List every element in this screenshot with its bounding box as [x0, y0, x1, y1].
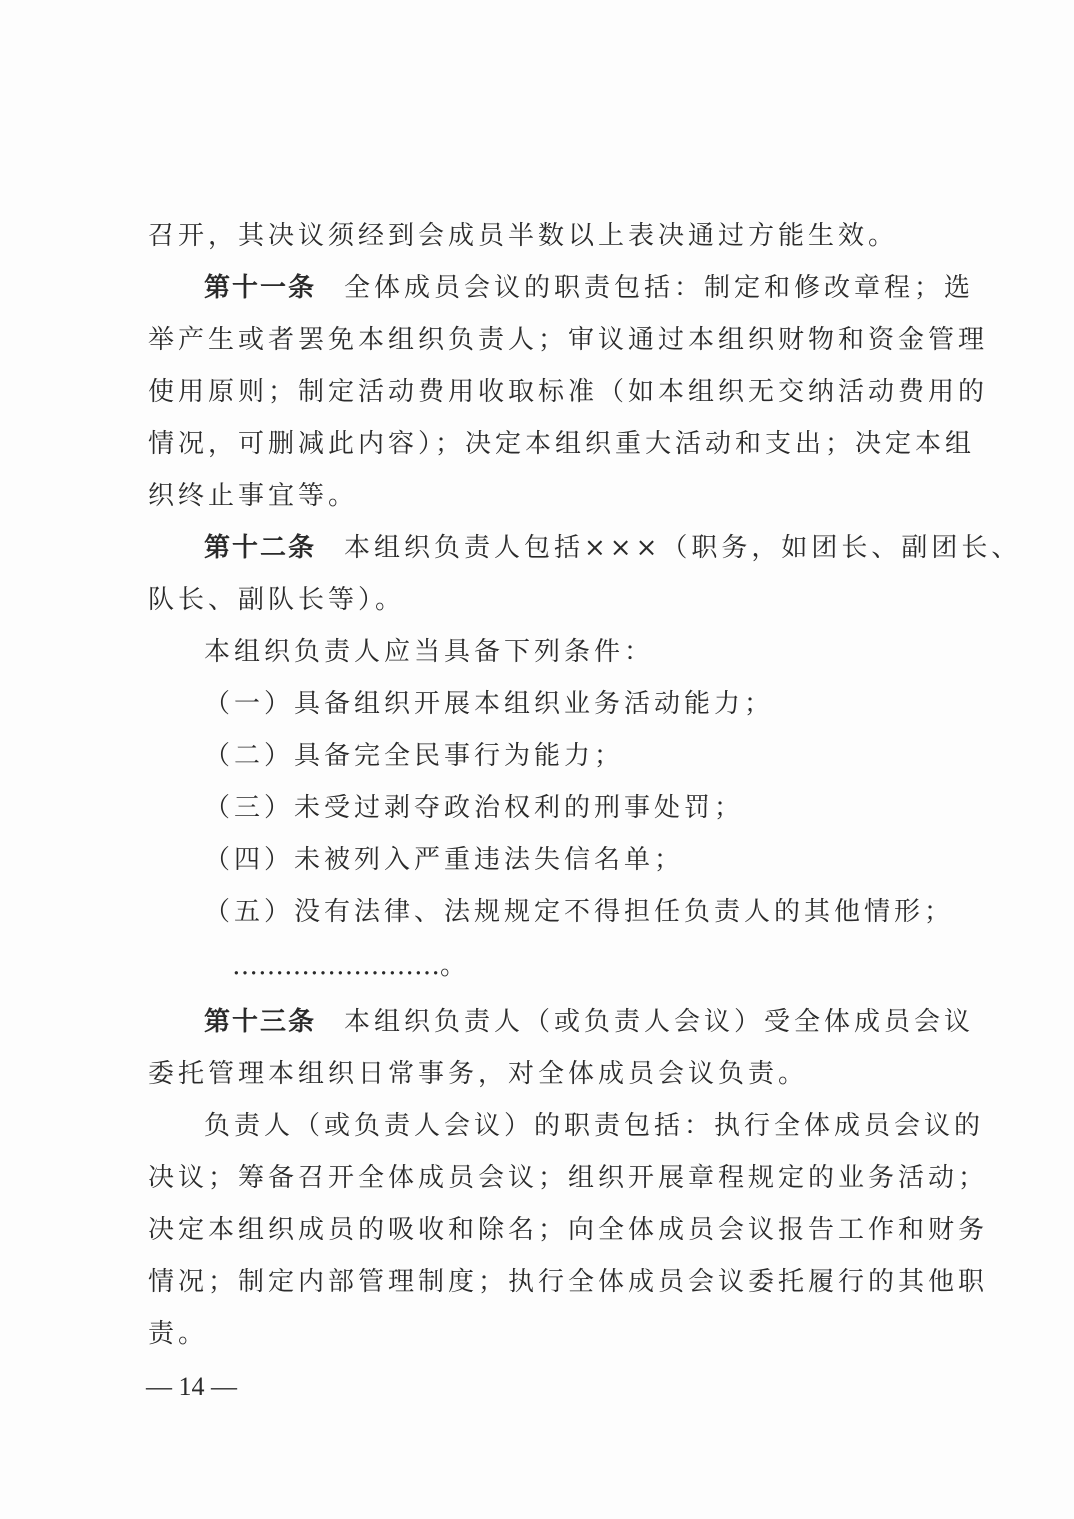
paragraph-line: 织终止事宜等。 — [148, 481, 359, 511]
list-item: （三）未受过剥夺政治权利的刑事处罚； — [204, 793, 745, 823]
paragraph-line: 负责人（或负责人会议）的职责包括：执行全体成员会议的 — [204, 1111, 985, 1141]
paragraph-line: 使用原则；制定活动费用收取标准（如本组织无交纳活动费用的 — [148, 377, 989, 407]
paragraph-line: 队长、副队长等）。 — [148, 585, 406, 615]
list-item: （五）没有法律、法规规定不得担任负责人的其他情形； — [204, 897, 955, 927]
article-13-heading-line: 第十三条 本组织负责人（或负责人会议）受全体成员会议 — [204, 1007, 975, 1037]
paragraph-line: 决定本组织成员的吸收和除名；向全体成员会议报告工作和财务 — [148, 1215, 989, 1245]
article-label: 第十二条 — [204, 533, 317, 563]
list-item: （二）具备完全民事行为能力； — [204, 741, 625, 771]
article-label: 第十三条 — [204, 1007, 317, 1037]
page-number: — 14 — — [146, 1372, 237, 1401]
paragraph-line: 委托管理本组织日常事务，对全体成员会议负责。 — [148, 1059, 809, 1089]
paragraph-line: 责。 — [148, 1319, 209, 1349]
article-12-heading-line: 第十二条 本组织负责人包括×××（职务，如团长、副团长、 — [204, 533, 1022, 563]
paragraph-line: 召开，其决议须经到会成员半数以上表决通过方能生效。 — [148, 221, 899, 251]
list-item: （四）未被列入严重违法失信名单； — [204, 845, 685, 875]
article-label: 第十一条 — [204, 273, 317, 303]
paragraph-line: 情况；制定内部管理制度；执行全体成员会议委托履行的其他职 — [148, 1267, 989, 1297]
paragraph-line: 决议；筹备召开全体成员会议；组织开展章程规定的业务活动； — [148, 1163, 989, 1193]
paragraph-line: 本组织负责人应当具备下列条件： — [204, 637, 655, 667]
paragraph-line: 举产生或者罢免本组织负责人；审议通过本组织财物和资金管理 — [148, 325, 989, 355]
ellipsis-line: ……………………。 — [232, 951, 467, 981]
paragraph-line: 情况，可删减此内容）；决定本组织重大活动和支出；决定本组 — [148, 429, 976, 459]
list-item: （一）具备组织开展本组织业务活动能力； — [204, 689, 775, 719]
article-11-heading-line: 第十一条 全体成员会议的职责包括：制定和修改章程；选 — [204, 273, 975, 303]
